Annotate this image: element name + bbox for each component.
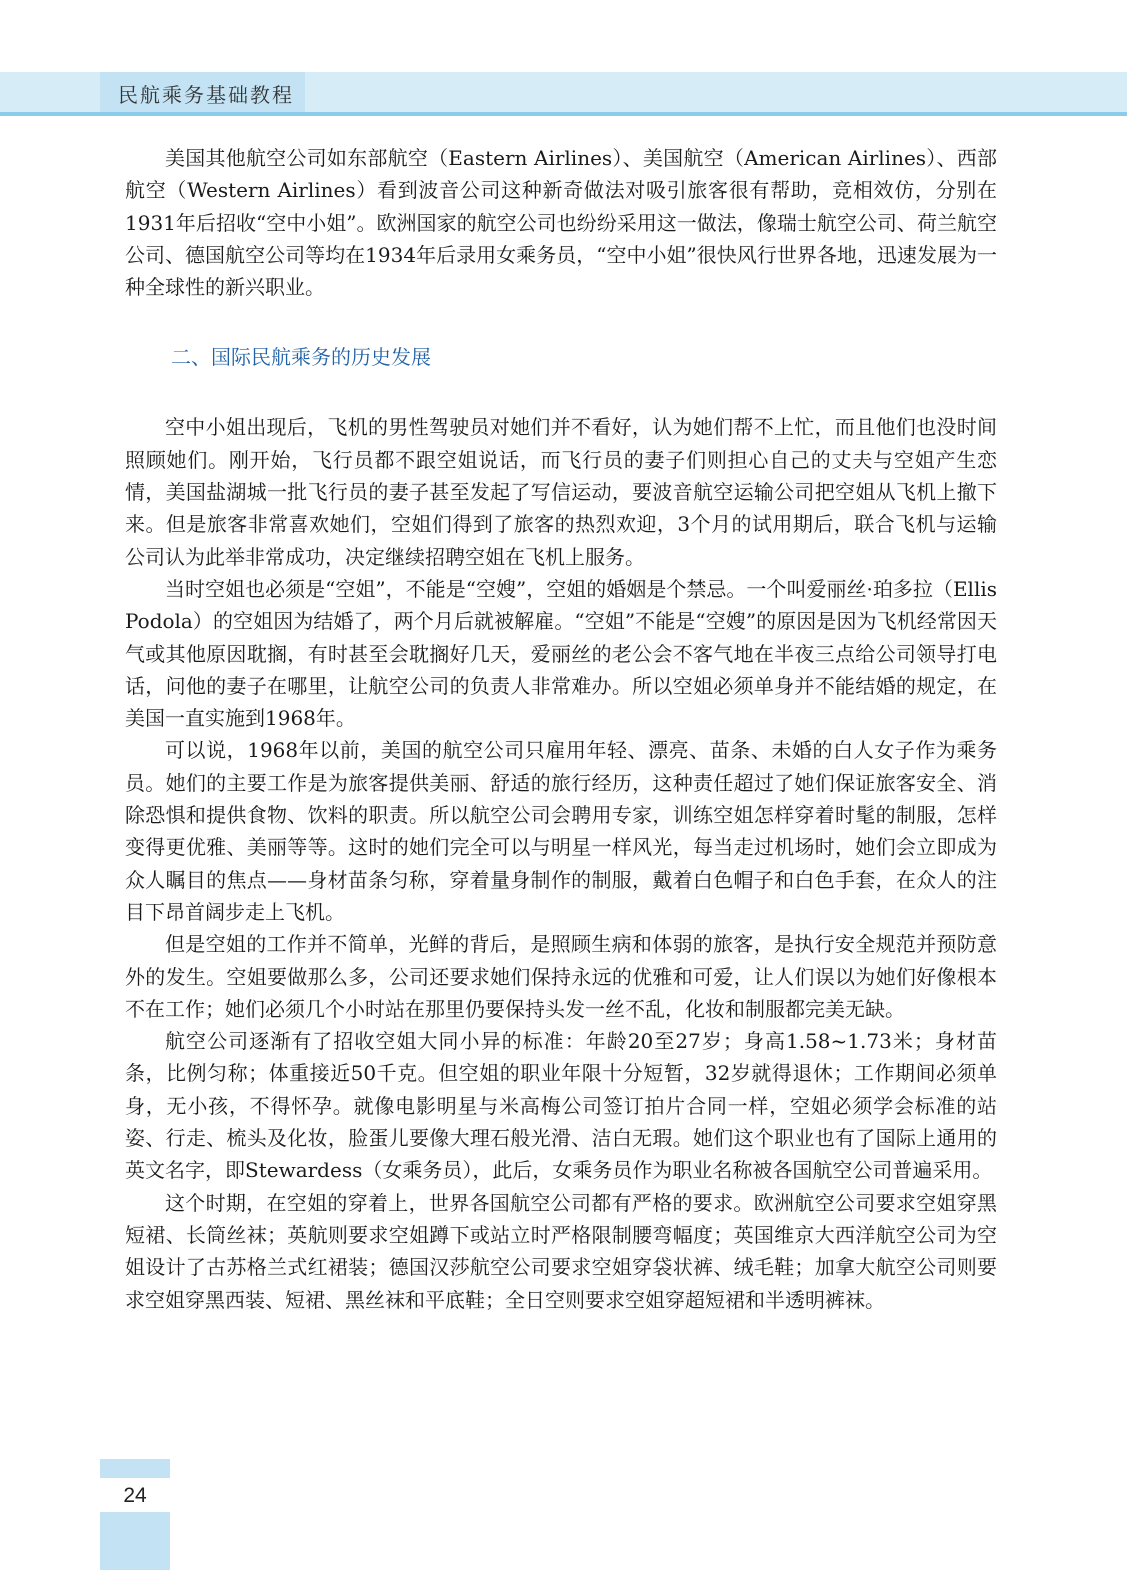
body-paragraph: 航空公司逐渐有了招收空姐大同小异的标准：年龄20至27岁；身高1.58~1.73米；身材苗条，比例匀称；体重接近50千克。但空姐的职业年限十分短暂，32岁就得退休；工作期间必须单身，无小孩，不得怀孕。就像电影明星与米高梅公司签订拍片合同一样，空姐必须学会标准的站姿、行走、梳头及化妆，脸蛋儿要像大理石般光滑、洁白无瑕。她们这个职业也有了国际上通用的英文名字，即Stewardess（女乘务员），此后，女乘务员作为职业名称被各国航空公司普遍采用。 bbox=[125, 1029, 997, 1183]
page-number: 24 bbox=[123, 1484, 147, 1507]
page-number-tab-top bbox=[100, 1459, 170, 1478]
body-paragraph: 当时空姐也必须是“空姐”，不能是“空嫂”，空姐的婚姻是个禁忌。一个叫爱丽丝·珀多拉（Ellis Podola）的空姐因为结婚了，两个月后就被解雇。“空姐”不能是“空嫂”的原因是因为飞机经常因天气或其他原因耽搁，有时甚至会耽搁好几天，爱丽丝的老公会不客气地在半夜三点给公司领导打电话，问他的妻子在哪里，让航空公司的负责人非常难办。所以空姐必须单身并不能结婚的规定，在美国一直实施到1968年。 bbox=[125, 576, 997, 731]
header-divider bbox=[0, 112, 1127, 116]
page-number-tab-bottom bbox=[100, 1512, 170, 1570]
page-body bbox=[125, 142, 997, 1316]
body-paragraph: 这个时期，在空姐的穿着上，世界各国航空公司都有严格的要求。欧洲航空公司要求空姐穿黑短裙、长筒丝袜；英航则要求空姐蹲下或站立时严格限制腰弯幅度；英国维京大西洋航空公司为空姐设计了古苏格兰式红裙装；德国汉莎航空公司要求空姐穿袋状裤、绒毛鞋；加拿大航空公司则要求空姐穿黑西装、短裙、黑丝袜和平底鞋；全日空则要求空姐穿超短裙和半透明裤袜。 bbox=[125, 1190, 997, 1312]
body-paragraph: 空中小姐出现后，飞机的男性驾驶员对她们并不看好，认为她们帮不上忙，而且他们也没时间照顾她们。刚开始，飞行员都不跟空姐说话，而飞行员的妻子们则担心自己的丈夫与空姐产生恋情，美国盐湖城一批飞行员的妻子甚至发起了写信运动，要波音航空运输公司把空姐从飞机上撤下来。但是旅客非常喜欢她们，空姐们得到了旅客的热烈欢迎，3个月的试用期后，联合飞机与运输公司认为此举非常成功，决定继续招聘空姐在飞机上服务。 bbox=[125, 415, 997, 569]
body-paragraph: 但是空姐的工作并不简单，光鲜的背后，是照顾生病和体弱的旅客，是执行安全规范并预防意外的发生。空姐要做那么多，公司还要求她们保持永远的优雅和可爱，让人们误以为她们好像根本不在工作；她们必须几个小时站在那里仍要保持头发一丝不乱，化妆和制服都完美无缺。 bbox=[125, 932, 997, 1021]
book-title: 民航乘务基础教程 bbox=[118, 83, 294, 107]
intro-paragraph: 美国其他航空公司如东部航空（Eastern Airlines）、美国航空（American Airlines）、西部航空（Western Airlines）看到波音公司这种新奇做法对吸引旅客很有帮助，竞相效仿，分别在1931年后招收“空中小姐”。欧洲国家的航空公司也纷纷采用这一做法，像瑞士航空公司、荷兰航空公司、德国航空公司等均在1934年后录用女乘务员，“空中小姐”很快风行世界各地，迅速发展为一种全球性的新兴职业。 bbox=[125, 146, 997, 300]
section-heading: 二、国际民航乘务的历史发展 bbox=[171, 345, 431, 370]
body-paragraph: 可以说，1968年以前，美国的航空公司只雇用年轻、漂亮、苗条、未婚的白人女子作为乘务员。她们的主要工作是为旅客提供美丽、舒适的旅行经历，这种责任超过了她们保证旅客安全、消除恐惧和提供食物、饮料的职责。所以航空公司会聘用专家，训练空姐怎样穿着时髦的制服，怎样变得更优雅、美丽等等。这时的她们完全可以与明星一样风光，每当走过机场时，她们会立即成为众人瞩目的焦点——身材苗条匀称，穿着量身制作的制服，戴着白色帽子和白色手套，在众人的注目下昂首阔步走上飞机。 bbox=[125, 738, 997, 924]
